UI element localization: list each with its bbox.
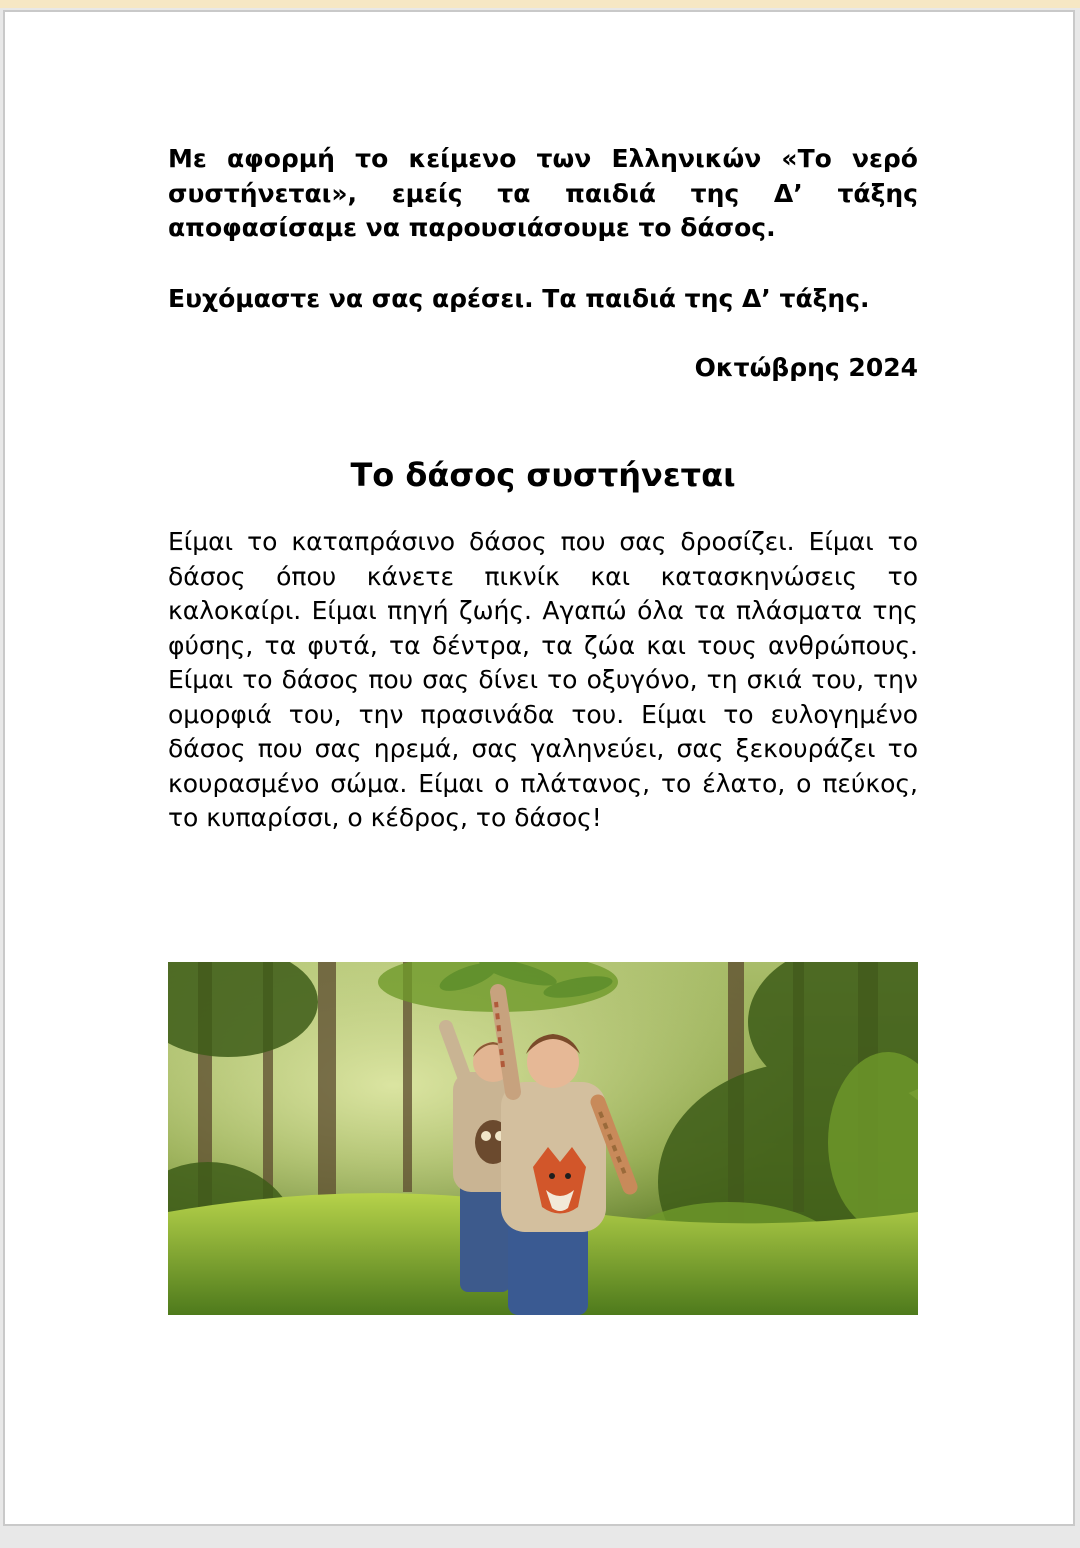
document-title: Το δάσος συστήνεται xyxy=(350,456,736,494)
document-page xyxy=(3,10,1075,1526)
wish-paragraph: Ευχόμαστε να σας αρέσει. Τα παιδιά της Δ’ τάξης. xyxy=(168,284,870,313)
date-line: Οκτώβρης 2024 xyxy=(694,353,918,382)
viewer-top-bar xyxy=(0,0,1080,8)
photo-illustration xyxy=(168,962,918,1315)
intro-paragraph: Με αφορμή το κείμενο των Ελληνικών «Το νερό συστήνεται», εμείς τα παιδιά της Δ’ τάξης αποφασίσαμε να παρουσιάσουμε το δάσος. xyxy=(168,144,918,242)
forest-children-photo xyxy=(168,962,918,1315)
body-paragraph: Είμαι το καταπράσινο δάσος που σας δροσίζει. Είμαι το δάσος όπου κάνετε πικνίκ και κατασκηνώσεις το καλοκαίρι. Είμαι πηγή ζωής. Αγαπώ όλα τα πλάσματα της φύσης, τα φυτά, τα δέντρα, τα ζώα και τους ανθρώπους. Είμαι το δάσος που σας δίνει το οξυγόνο, τη σκιά του, την ομορφιά του, την πρασινάδα του. Είμαι το ευλογημένο δάσος που σας ηρεμά, σας γαληνεύει, σας ξεκουράζει το κουρασμένο σώμα. Είμαι ο πλάτανος, το έλατο, ο πεύκος, το κυπαρίσσι, ο κέδρος, το δάσος! xyxy=(168,527,918,832)
